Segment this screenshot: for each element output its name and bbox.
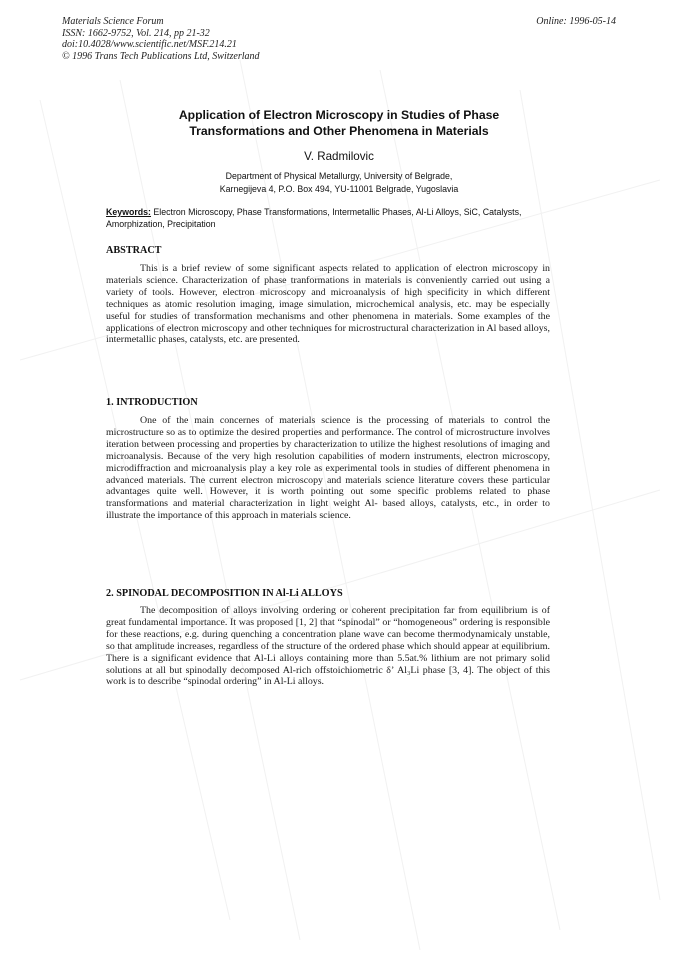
affiliation-line-1: Department of Physical Metallurgy, University of Belgrade,	[225, 171, 453, 181]
keywords-label: Keywords:	[106, 207, 151, 217]
title-line-1: Application of Electron Microscopy in Studies of Phase	[178, 108, 500, 122]
abstract-body: This is a brief review of some significant aspects related to application of electron microscopy in materials science. Characterization of phase tranformations in materials is conveniently carried out using a variety of tools. However, electron microscopy and microanalysis of high specificity in which different techniques as atomic resolution imaging, image simulation, microchemical analysis, etc. may be especially useful for studies of transformation mechanisms and other phenomena in materials. Some examples of the applications of electron microscopy and other techniques for microstructural characterization in Al based alloys, intermetallic phases, catalysts, etc. are presented.	[106, 263, 550, 346]
abstract-heading: ABSTRACT	[106, 245, 162, 256]
keywords	[106, 207, 558, 230]
affiliation-line-2: Karnegijeva 4, P.O. Box 494, YU-11001 Belgrade, Yugoslavia	[219, 183, 459, 194]
doi-line: doi:10.4028/www.scientific.net/MSF.214.21	[62, 39, 237, 50]
online-date: Online: 1996-05-14	[536, 16, 616, 27]
keywords-text: Electron Microscopy, Phase Transformations, Intermetallic Phases, Al-Li Alloys, SiC, Catalysts, Amorphization, Precipitation	[106, 207, 522, 229]
issn-line: ISSN: 1662-9752, Vol. 214, pp 21-32	[62, 27, 210, 39]
spinodal-body: The decomposition of alloys involving ordering or coherent precipitation far from equilibrium is of great fundamental importance. It was proposed [1, 2] that “spinodal” or “homogeneous” ordering is responsible for these reactions, e.g. during quenching a concentration plane wave can become thermodynamicaly unstable, so that amplitude increases, regardless of the structure of the ordered phase which should appear at equilibrium. There is a significant evidence that Al-Li alloys containing more than 5.5at.% lithium are not primary solid solutions at all but spinodally decomposed Al-rich offstoichiometric δ’ Al₃Li phase [3, 4]. The object of this work is to describe “spinodal ordering” in Al-Li alloys.	[106, 605, 550, 688]
author-name: V. Radmilovic	[304, 150, 374, 163]
title-line-2: Transformations and Other Phenomena in Materials	[189, 124, 489, 138]
copyright-line: © 1996 Trans Tech Publications Ltd, Switzerland	[62, 50, 260, 62]
journal-name: Materials Science Forum	[62, 16, 164, 27]
spinodal-heading: 2. SPINODAL DECOMPOSITION IN Al-Li ALLOYS	[106, 588, 343, 599]
introduction-heading: 1. INTRODUCTION	[106, 397, 198, 408]
paper-title	[100, 107, 578, 139]
publication-metadata	[62, 16, 260, 62]
affiliation	[100, 170, 578, 195]
introduction-body: One of the main concernes of materials science is the processing of materials to control the microstructure so as to optimize the desired properties and performance. The control of microstructure involves iteration between processing and properties by characterization to utilize the highest resolutions of imaging and microanalysis. Because of the very high resolution capabilities of modern instruments, electron microscopy, microdiffraction and microanalysis play a key role as experimental tools in studies of different phenomena in advanced materials. The current electron microscopy and materials science literature covers these particular advantages quite well. However, it is worth pointing out some specific problems related to phase transformations and material characterization in light weight Al- based alloys, catalysts, etc., in order to illustrate the importance of this approach in materials science.	[106, 415, 550, 522]
